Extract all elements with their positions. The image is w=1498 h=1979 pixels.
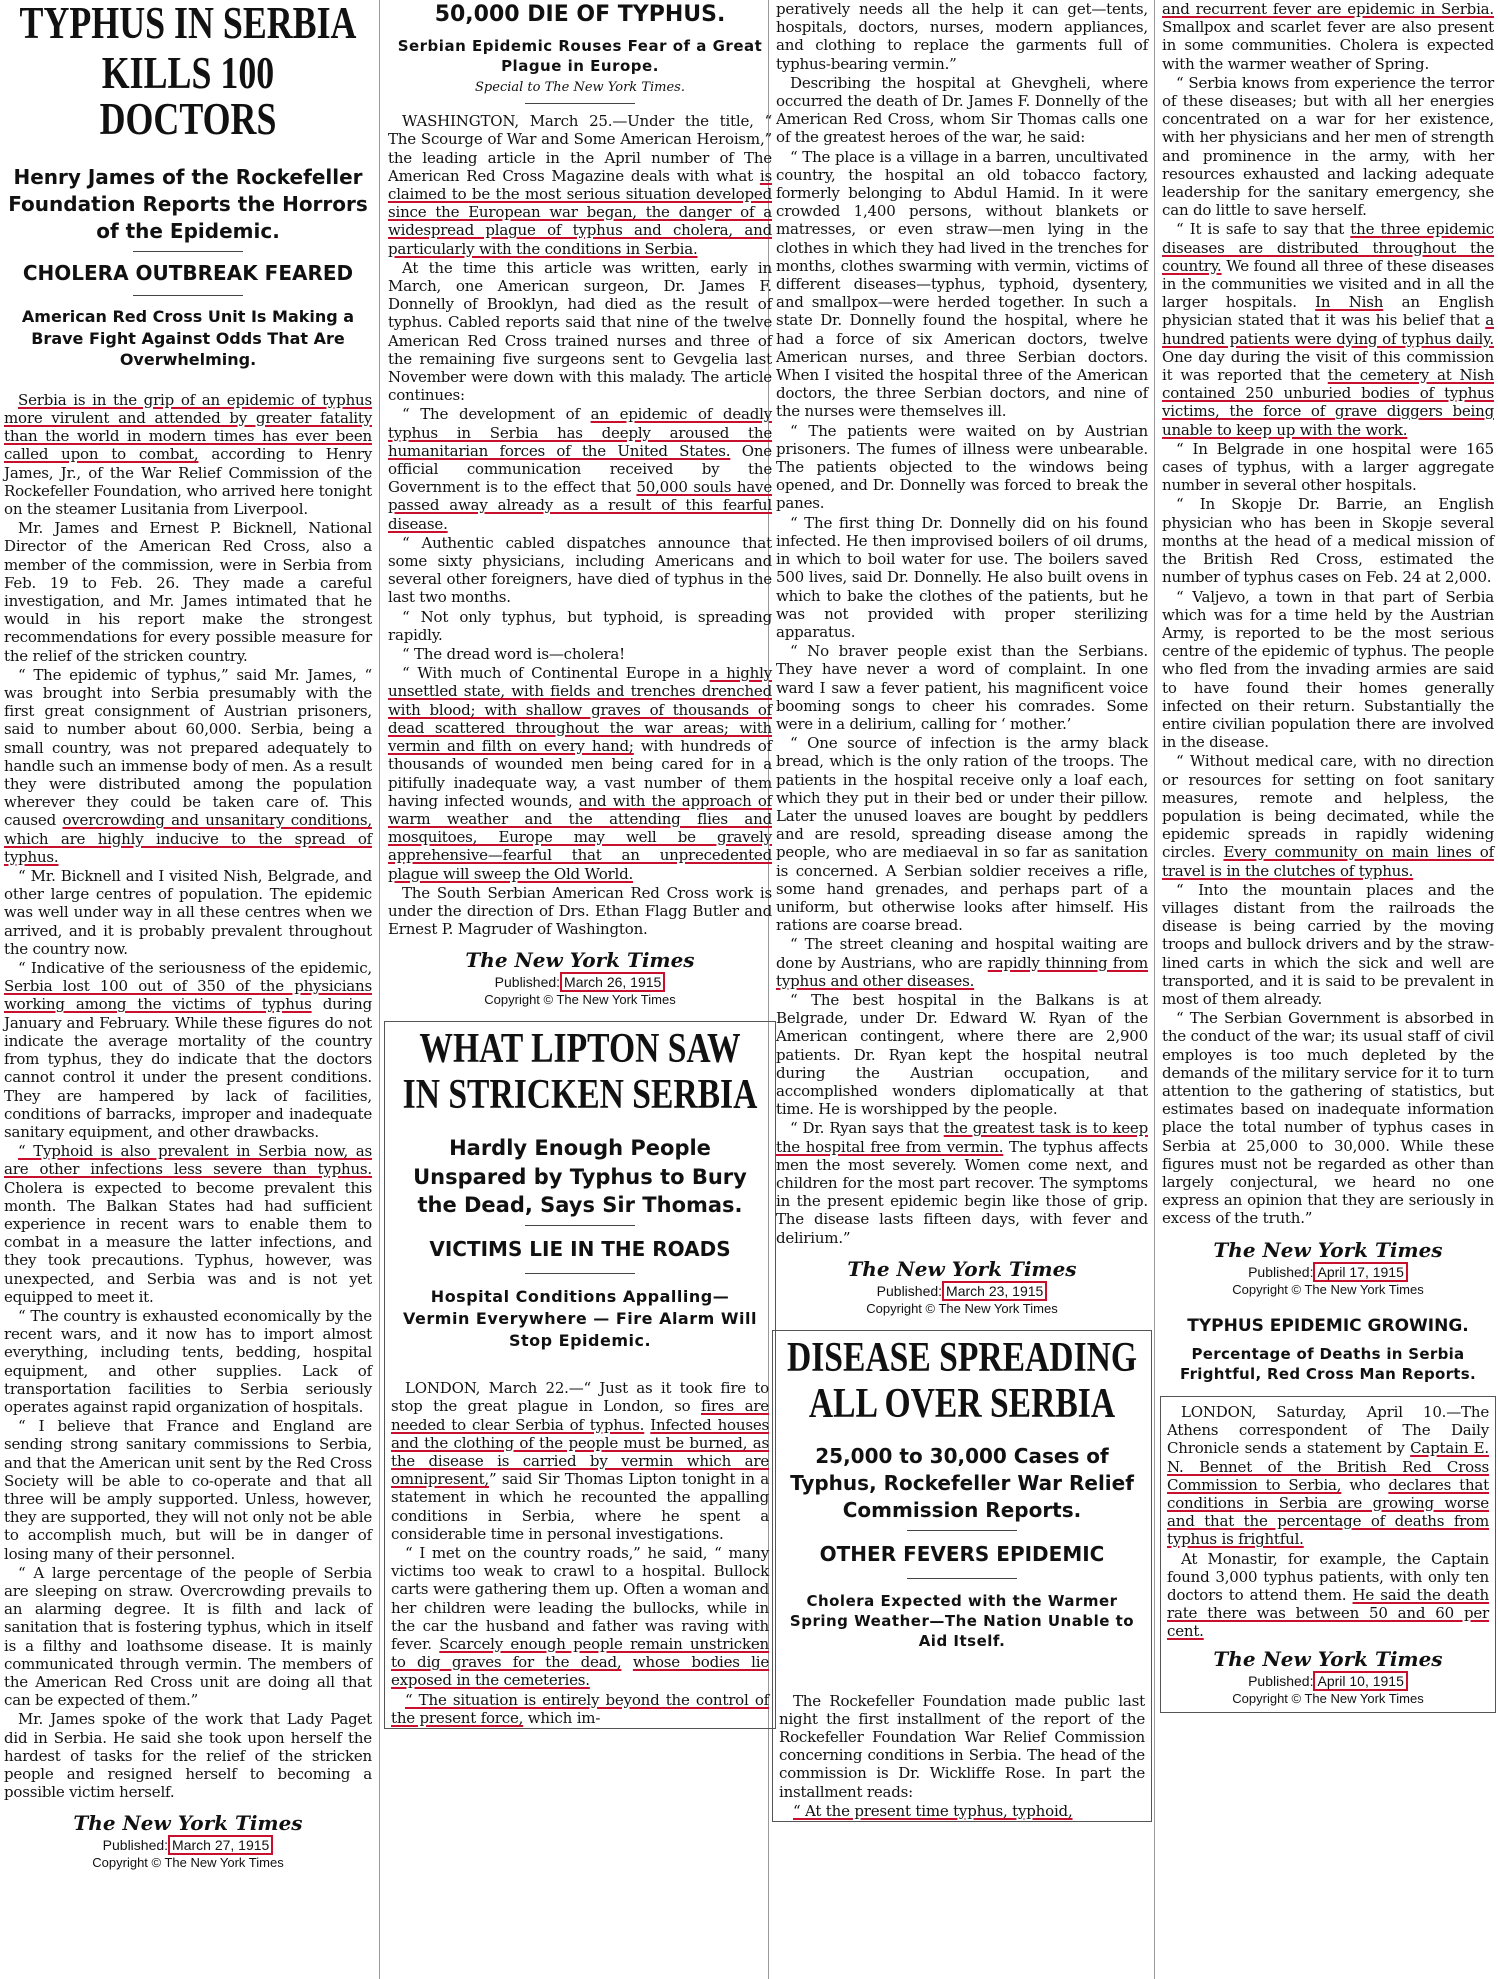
paragraph: “ Not only typhus, but typhoid, is spreading rapidly.: [388, 607, 772, 644]
deck: Cholera Expected with the Warmer Spring Weather—The Nation Unable to Aid Itself.: [789, 1591, 1135, 1651]
divider: [133, 295, 243, 296]
text: which im-: [523, 1708, 601, 1727]
highlighted-text: a hundred patients were dying of typhus daily.: [1162, 311, 1494, 348]
headline-line-2: KILLS 100 DOCTORS: [99, 47, 277, 144]
highlighted-text: is claimed to be the most serious situation developed since the European war began, the danger of a widespread plague of typhus and cholera, and particularly with the conditions in Serbia.: [388, 166, 772, 258]
paragraph: “ I believe that France and England are sending strong sanitary commissions to Serbia, and that the American unit sent by the Red Cross Society will be able to co-operate and that all three will be amply supported. Unless, however, they are supported, they will not only not be able to accomplish much, but will be in danger of losing many of their personnel.: [4, 1417, 372, 1563]
article-disease-spreading: [772, 1330, 1152, 1822]
text: Cholera is expected to become prevalent this month. The Balkan States had had sufficient experience in recent wars to enable them to combat in a measure the latter infections, and they took precautions. Typhus, however, was unexpected, and Serbia was and is not yet equipped to meet it.: [4, 1178, 372, 1306]
divider: [907, 1530, 1017, 1531]
deck: Hardly Enough People Unspared by Typhus to Bury the Dead, Says Sir Thomas.: [413, 1136, 747, 1218]
text: March 22.—“ Just as it took fire to stop the great plague in London, so: [391, 1379, 769, 1416]
column-rule: [1154, 0, 1155, 1979]
paragraph: [388, 405, 772, 532]
text: One day during the visit of this commission it was reported that: [1162, 347, 1494, 385]
article-lipton-continued: [772, 0, 1152, 1979]
highlighted-text: the three epidemic diseases are distributed throughout the country.: [1162, 220, 1494, 275]
paragraph: Mr. James spoke of the work that Lady Paget did in Serbia. He said she took upon herself the hardest of tasks for the relief of the stricken people and resigned herself to becoming a possible victim herself.: [4, 1710, 372, 1802]
divider: [907, 1578, 1017, 1579]
text: At Monastir, for example, the Captain found 3,000 typhus patients, with only ten doctors to attend them.: [1167, 1549, 1489, 1605]
paragraph: “ Authentic cabled dispatches announce that some sixty physicians, including Americans and several other foreigners, have died of typhus in the last two months.: [388, 533, 772, 607]
subheadline: VICTIMS LIE IN THE ROADS: [429, 1237, 731, 1262]
source-credit: [384, 948, 776, 1007]
text: We found all three of these diseases in the communities we visited and in all the larger hospitals.: [1162, 256, 1494, 312]
subheadline: OTHER FEVERS EPIDEMIC: [819, 1541, 1105, 1566]
highlighted-text: Captain E. N. Bennet of the British Red Cross Commission to Serbia,: [1167, 1439, 1489, 1494]
paragraph: “ Serbia knows from experience the terror of these diseases; but with all her energies concentrated on a war for her existence, with her physicians and her men of strength and prominence in the army, with her resources exhausted and lacking adequate leadership for the sanitary emergency, she can do little to save herself.: [1162, 73, 1494, 220]
nyt-masthead: The New York Times: [847, 1256, 1077, 1281]
paragraph: [1162, 220, 1494, 438]
paragraph: “ In Belgrade in one hospital were 165 cases of typhus, with a larger aggregate number in several other hospitals.: [1162, 439, 1494, 495]
paragraph: “ Into the mountain places and the villages distant from the railroads the disease is being carried by the moving troops and bullock drivers and by the straw-lined carts in which the sick and well are transported, and it is said to be prevalent in most of them already.: [1162, 880, 1494, 1008]
text: [621, 1653, 632, 1671]
nyt-masthead: The New York Times: [1213, 1646, 1443, 1671]
published-label: Published:: [876, 1282, 943, 1299]
nyt-masthead: The New York Times: [1213, 1237, 1443, 1262]
divider: [525, 103, 635, 104]
headline-line-2: ALL OVER SERBIA: [808, 1380, 1116, 1427]
paragraph: “ The first thing Dr. Donnelly did on his found infected. He then improvised boilers of oil drums, in which to boil water for use. The boilers saved 500 lives, said Dr. Donnelly. He also built ovens in which to bake the clothes of the patients, but he was not provided with proper sterilizing apparatus.: [776, 513, 1148, 641]
paragraph: [1167, 1403, 1489, 1549]
paragraph: “ A large percentage of the people of Serbia are sleeping on straw. Overcrowding prevails to an alarming degree. It is filth and lack of sanitation that is fostering typhus, which in itself is a filthy and loathsome disease. It is mainly communicated through vermin. The members of the American Red Cross unit are doing all that can be expected of them.”: [4, 1563, 372, 1710]
text: ” said Sir Thomas Lipton tonight in a statement in which he recounted the appalling conditions in Serbia, where he spent a considerable time in personal investigations.: [391, 1470, 769, 1543]
paragraph: The South Serbian American Red Cross work is under the direction of Drs. Ethan Flagg Butler and Ernest P. Magruder of Washington.: [388, 883, 772, 939]
paragraph: Mr. James and Ernest P. Bicknell, National Director of the American Red Cross, also a member of the commission, were in Serbia from Feb. 19 to Feb. 26. They made a careful investigation, and Mr. James intimated that he would in his report make the strongest recommendations for every possible measure for the relief of the stricken country.: [4, 519, 372, 665]
text: The typhus affects men the most severely. Women come next, and children for the most part recover. The symptoms in the present epidemic begin like those of grip. The disease lasts fifteen days, with fever and delirium.”: [776, 1137, 1148, 1247]
published-line: [0, 1837, 376, 1853]
highlighted-text: Serbia lost 100 out of 350 of the physicians working among the victims of typhus: [4, 977, 372, 1014]
paragraph: peratively needs all the help it can get—tents, hospitals, doctors, nurses, modern appliances, and clothing to replace the garments full of typhus-bearing vermin.”: [776, 0, 1148, 73]
paragraph: [776, 935, 1148, 990]
dateline: LONDON,: [405, 1379, 481, 1398]
paragraph: Describing the hospital at Ghevgheli, where occurred the death of Dr. James F. Donnelly of the American Red Cross, whom Sir Thomas calls one of the greatest heroes of the war, he said:: [776, 73, 1148, 147]
text: during January and February. While these figures do not indicate the average mortality of the country from typhus, they do indicate that the doctors cannot control it under the present conditions. They are hampered by lack of facilities, conditions of barracks, improper and inadequate sanitary equipment, and other drawbacks.: [4, 995, 372, 1141]
divider: [525, 1273, 635, 1274]
paragraph: [4, 391, 372, 518]
text: “ The epidemic of typhus,” said Mr. James, “ was brought into Serbia presumably with the first great consignment of Austrian prisoners, said to number about 60,000. Serbia, being a small country, was not prepared adequately to handle such an immense body of men. As a result they were distributed among the population wherever they could be taken care of. This caused: [4, 665, 372, 830]
highlighted-text: an epidemic of deadly typhus in Serbia has deeply aroused the humanitarian forces of the United States.: [388, 405, 773, 460]
text: “ Without medical care, with no direction or resources for setting on foot sanitary measures, remote and helpless, the population is being decimated, while the epidemic spreads in rapidly widening circles.: [1162, 752, 1494, 862]
paragraph: [776, 1119, 1148, 1246]
paragraph: “ The place is a village in a barren, uncultivated country, the hospital an old tobacco factory, formerly belonging to Abdul Hamid. In it were crowded 1,400 persons, without blankets or matresses, or even straw—men lying in the clothes in which they had lived in the trenches for months, clothes swarming with vermin, victims of different diseases—typhus, typhoid, dysentery, and smallpox—were herded together. In such a state Dr. Donnelly found the hospital, where he had a force of six American doctors, twelve American nurses, and three Serbian doctors. When I visited the hospital three of the American doctors, the three Serbian doctors, and nine of the nurses were themselves ill.: [776, 147, 1148, 421]
paragraph: “ The Serbian Government is absorbed in the conduct of the war; its usual staff of civil employes is too much depleted by the demands of the military service for it to turn attention to the gathering of statistics, but estimates based on inadequate information place the total number of typhus cases in Serbia at 25,000 to 30,000. While these figures must not be regarded as other than largely conjectural, we heard no one express an opinion that they are seriously in excess of the truth.”: [1162, 1009, 1494, 1228]
published-label: Published:: [102, 1837, 169, 1854]
source-credit: [1167, 1647, 1489, 1706]
published-date: March 27, 1915: [168, 1835, 273, 1855]
headline: TYPHUS EPIDEMIC GROWING.: [1187, 1315, 1469, 1336]
highlighted-text: and with the approach of warm weather and the attending flies and mosquitoes, Europe may well be gravely apprehensive—fearful that an unprecedented plague will sweep the Old World.: [388, 791, 772, 883]
highlighted-text: In Nish: [1315, 293, 1384, 312]
copyright: Copyright © The New York Times: [866, 1300, 1058, 1316]
article-body: [779, 1692, 1145, 1820]
text: “ With much of Continental Europe in: [402, 664, 710, 683]
divider: [525, 1225, 635, 1226]
published-line: [1167, 1673, 1489, 1689]
text: “ The development of: [402, 405, 591, 424]
highlighted-text: Serbia is in the grip of an epidemic of typhus more virulent and attended by greater fatality than the world in modern times has ever been called upon to combat,: [4, 390, 372, 464]
text: March 25.—Under the title, “ The Scourge of War and Some American Heroism,” the leading article in the April number of The American Red Cross Magazine deals with what: [388, 112, 772, 185]
copyright: Copyright © The New York Times: [1232, 1690, 1424, 1706]
paragraph: “ The dread word is—cholera!: [402, 645, 625, 664]
paragraph: [388, 112, 772, 258]
deck: Hospital Conditions Appalling—Vermin Everywhere — Fire Alarm Will Stop Epidemic.: [403, 1287, 757, 1350]
published-date: April 17, 1915: [1313, 1262, 1407, 1282]
highlighted-text: the cemetery at Nish contained 250 unburied bodies of typhus victims, the force of grave diggers being unable to keep up with the work.: [1162, 366, 1494, 439]
copyright: Copyright © The New York Times: [92, 1855, 284, 1871]
article-body: [1158, 0, 1498, 1228]
paragraph: “ Mr. Bicknell and I visited Nish, Belgrade, and other large centres of population. The epidemic was well under way in all these centres when we arrived, and it is probably prevalent throughout the country now.: [4, 867, 372, 958]
deck: 25,000 to 30,000 Cases of Typhus, Rockefeller War Relief Commission Reports.: [790, 1443, 1134, 1522]
text: “ It is safe to say that: [1176, 220, 1351, 239]
published-date: April 10, 1915: [1313, 1671, 1407, 1691]
paragraph: “ No braver people exist than the Serbians. They have never a word of complaint. In one ward I saw a fever patient, his magnificent voice booming songs to cheer his comrades. Some were in a delirium, calling for ‘ mother.’: [776, 642, 1148, 733]
divider: [133, 251, 243, 252]
published-line: [772, 1283, 1152, 1299]
published-label: Published:: [1248, 1263, 1314, 1280]
paragraph: [391, 1544, 769, 1690]
text: “ Dr. Ryan says that: [790, 1119, 944, 1138]
source-credit: [772, 1257, 1152, 1316]
text: who: [1341, 1475, 1389, 1494]
highlighted-text: Infected houses and the clothing of the people must be burned, as the disease is carried by vermin which are omnipresent,: [391, 1415, 769, 1489]
dateline: WASHINGTON,: [402, 112, 519, 131]
highlighted-text: whose bodies lie exposed in the cemeteries.: [391, 1653, 769, 1690]
nyt-masthead: The New York Times: [465, 948, 695, 973]
highlighted-text: rapidly thinning from typhus and other diseases.: [776, 953, 1148, 990]
subheadline: CHOLERA OUTBREAK FEARED: [22, 261, 354, 285]
headline-line-1: DISEASE SPREADING: [786, 1334, 1138, 1381]
paragraph: “ The best hospital in the Balkans is at Belgrade, under Dr. Edward W. Ryan of the American contingent, where there are 2,900 patients. Dr. Ryan kept the hospital neutral during the Austrian occupation, and accomplished wonders diplomatically at that time. He is worshipped by the people.: [776, 990, 1148, 1119]
paragraph: [4, 959, 372, 1141]
headline: 50,000 DIE OF TYPHUS.: [434, 2, 726, 27]
highlighted-text: declares that conditions in Serbia are growing worse and that the percentage of deaths from typhus is frightful.: [1167, 1475, 1489, 1549]
deck: Serbian Epidemic Rouses Fear of a Great Plague in Europe.: [397, 36, 763, 75]
text: Saturday, April 10.—The Athens correspondent of The Daily Chronicle sends a statement by: [1167, 1403, 1489, 1458]
deck: Percentage of Deaths in Serbia Frightful, Red Cross Man Reports.: [1180, 1344, 1476, 1383]
published-date: March 23, 1915: [942, 1281, 1047, 1301]
text: “ The street cleaning and hospital waiting are done by Austrians, who are: [776, 935, 1148, 972]
boxed-report: [1160, 1396, 1496, 1713]
text: an English physician stated that it was his belief that: [1162, 293, 1494, 330]
paragraph: [4, 666, 372, 866]
source-credit: [1158, 1238, 1498, 1297]
highlighted-text: Every community on main lines of travel is in the clutches of typhus.: [1162, 843, 1494, 880]
copyright: Copyright © The New York Times: [484, 992, 676, 1008]
text: “ I met on the country roads,” he said, “ many victims too weak to crawl to a hospital. Bullock carts were gathering them up. Often a woman and her children were leading the bullocks, while in the car the husband and father was raving with fever.: [391, 1543, 769, 1653]
paragraph: [1162, 752, 1494, 879]
article-disease-spreading-continued: [1158, 0, 1498, 1979]
published-line: [1158, 1264, 1498, 1280]
highlighted-text: He said the death rate there was between 50 and 60 per cent.: [1167, 1586, 1489, 1641]
paragraph: [1162, 0, 1494, 73]
highlighted-text: “ Typhoid is also prevalent in Serbia now, as are other infections less severe than typhus.: [4, 1142, 372, 1179]
headline-line-2: IN STRICKEN SERBIA: [402, 1072, 758, 1119]
highlighted-text: and recurrent fever are epidemic in Serbia.: [1162, 0, 1494, 18]
text: “ Indicative of the seriousness of the epidemic,: [18, 959, 372, 978]
paragraph: [391, 1379, 769, 1543]
deck: Henry James of the Rockefeller Foundation Reports the Horrors of the Epidemic.: [8, 165, 368, 243]
article-body: [772, 0, 1152, 1247]
special-credit: Special to The New York Times.: [475, 80, 685, 96]
highlighted-text: 50,000 souls have passed away already as a result of this fearful disease.: [388, 478, 772, 533]
article-lipton: [384, 1021, 776, 1729]
headline-line-1: TYPHUS IN SERBIA: [19, 0, 357, 48]
text: according to Henry James, Jr., of the War Relief Commission of the Rockefeller Foundation, who arrived here tonight on the steamer Lusitania from Liverpool.: [4, 445, 372, 518]
headline-line-1: WHAT LIPTON SAW: [419, 1026, 741, 1073]
published-label: Published:: [494, 974, 561, 991]
paragraph: “ One source of infection is the army black bread, which is the only ration of the troops. The patients in the hospital receive only a loaf each, which they put in their bed or under their pillow. Later the unused loaves are bought by peddlers and are resold, spreading disease among the people, who are mediaeval in so far as sanitation is concerned. A Serbian soldier receives a rifle, some hand grenades, and perhaps part of a uniform, but otherwise looks after himself. His rations are coarse bread.: [776, 734, 1148, 935]
article-typhus-epidemic-growing: [1158, 1315, 1498, 1713]
column-rule: [379, 0, 380, 1979]
paragraph: [1167, 1550, 1489, 1641]
paragraph: “ The country is exhausted economically by the recent wars, and it now has to import almost everything, including tents, bedding, hospital equipment, and other supplies. Lack of transportation facilities to Serbia seriously operates against rapid organization of hospitals.: [4, 1306, 372, 1416]
highlighted-text: overcrowding and unsanitary conditions, which are highly inducive to the spread of typhus.: [4, 811, 372, 866]
highlighted-text: “ The situation is entirely beyond the control of the present force,: [391, 1690, 769, 1727]
dateline: LONDON,: [1181, 1403, 1257, 1422]
paragraph: [779, 1802, 1145, 1820]
text: with hundreds of thousands of wounded men being cared for in a pitifully inadequate way, a vast number of them having infected wounds,: [388, 737, 772, 810]
published-date: March 26, 1915: [560, 972, 665, 992]
source-credit: [0, 1811, 376, 1870]
article-50000-die: [384, 0, 776, 1979]
article-body: [0, 391, 376, 1802]
published-label: Published:: [1248, 1672, 1314, 1689]
highlighted-text: fires are needed to clear Serbia of typhus.: [391, 1397, 769, 1434]
article-body: [384, 112, 776, 938]
article-typhus-kills-doctors: [0, 0, 376, 1979]
paragraph: The Rockefeller Foundation made public last night the first installment of the report of the Rockefeller Foundation War Relief Commission concerning conditions in Serbia. The head of the commission is Dr. Wickliffe Rose. In part the installment reads:: [779, 1691, 1145, 1801]
paragraph: [391, 1691, 769, 1727]
paragraph: “ The patients were waited on by Austrian prisoners. The fumes of illness were unbearable. The patients objected to the windows being opened, and Dr. Donnelly was forced to break the panes.: [776, 421, 1148, 513]
nyt-masthead: The New York Times: [73, 1811, 303, 1836]
paragraph: [388, 664, 772, 882]
highlighted-text: the greatest task is to keep the hospital free from vermin.: [776, 1119, 1148, 1156]
paragraph: “ In Skopje Dr. Barrie, an English physician who has been in Skopje several months at the head of a medical mission of the British Red Cross, estimated the number of typhus cases on Feb. 24 at 2,000.: [1162, 495, 1494, 587]
highlighted-text: Scarcely enough people remain unstricken to dig graves for the dead,: [391, 1634, 769, 1672]
copyright: Copyright © The New York Times: [1232, 1281, 1424, 1297]
paragraph: “ Valjevo, a town in that part of Serbia which was for a time held by the Austrian Army, is reported to be the most serious centre of the epidemic of typhus. The people who fled from the invading armies are said to have found their homes generally infected on their return. Substantially the entire civilian population there are involved in the disease.: [1162, 587, 1494, 752]
text: One official communication received by the Government is to the effect that: [388, 441, 772, 497]
text: Smallpox and scarlet fever are also present in some communities. Cholera is expected with the warmer weather of Spring.: [1162, 18, 1494, 73]
highlighted-text: “ At the present time typhus, typhoid,: [793, 1801, 1073, 1820]
paragraph: [4, 1142, 372, 1306]
published-line: [384, 974, 776, 990]
deck: American Red Cross Unit Is Making a Brave Fight Against Odds That Are Overwhelming.: [21, 307, 355, 370]
article-body: [391, 1379, 769, 1727]
highlighted-text: a highly unsettled state, with fields and trenches drenched with blood; with shallow graves of thousands of dead scattered throughout the war areas; with vermin and filth on every hand;: [388, 664, 772, 756]
paragraph: At the time this article was written, early in March, one American surgeon, Dr. James F. Donnelly of Brooklyn, had died as the result of typhus. Cabled reports said that nine of the twelve American Red Cross trained nurses and three of the remaining five surgeons sent to Gevgelia last November were down with this malady. The article continues:: [388, 258, 772, 405]
